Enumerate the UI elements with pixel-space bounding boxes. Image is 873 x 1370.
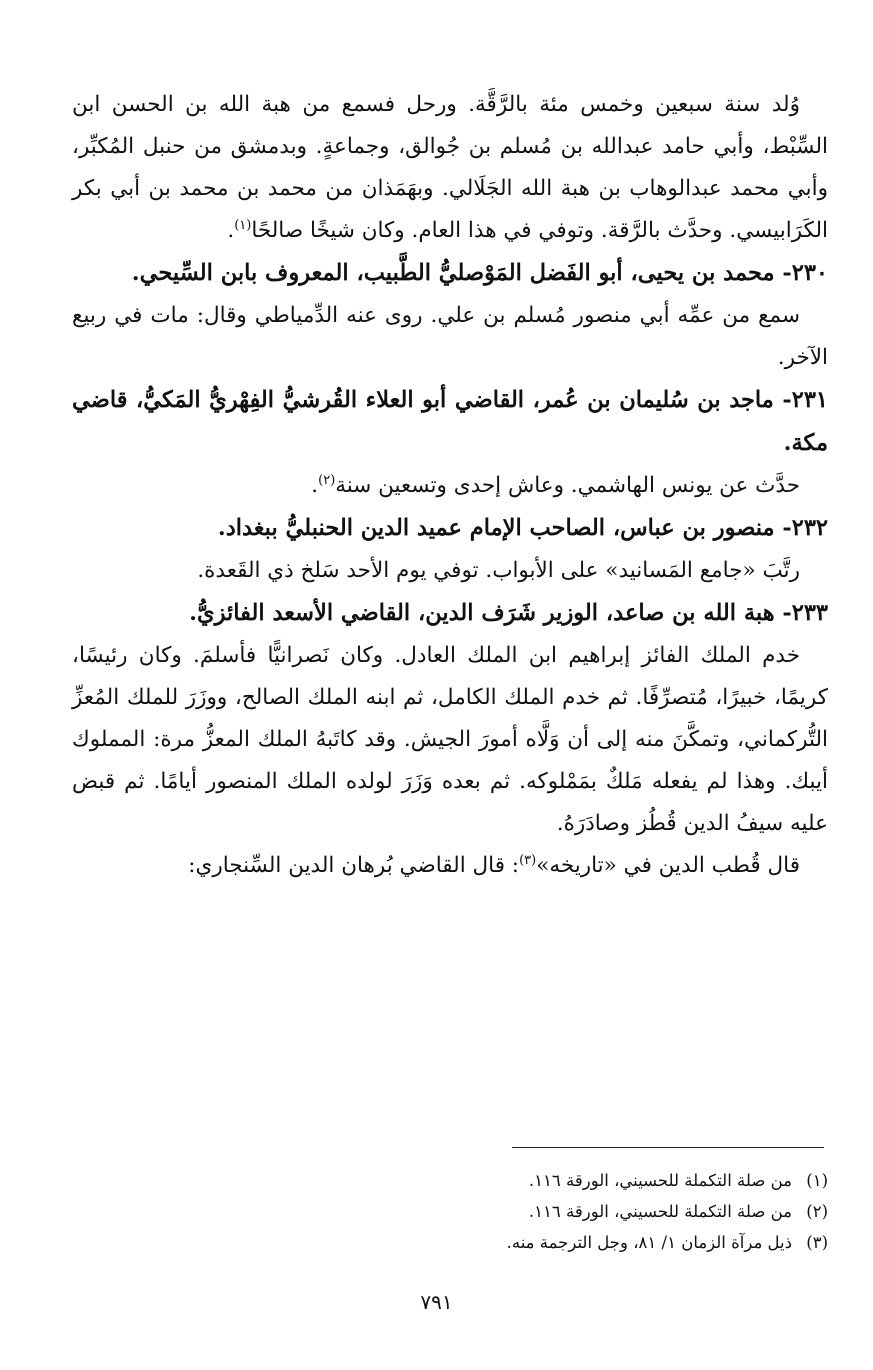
footnote-number: (١) <box>806 1171 828 1190</box>
entry-232-text: رتَّبَ «جامع المَسانيد» على الأبواب. توفي يوم الأحد سَلخ ذي القَعدة. <box>197 558 800 583</box>
closing-end: : قال القاضي بُرهان الدين السِّنجاري: <box>188 853 520 878</box>
footnote-text: ذيل مرآة الزمان ١/ ٨١، وجل الترجمة منه. <box>506 1233 792 1252</box>
entry-233-title: ٢٣٣- هبة الله بن صاعد، الوزير شَرَف الدين، القاضي الأسعد الفائزيُّ. <box>189 600 828 626</box>
paragraph-entry-229-continuation <box>72 84 828 252</box>
footnote-divider <box>512 1147 824 1148</box>
entry-231-text <box>72 465 828 507</box>
closing-text: قال قُطب الدين في «تاريخه» <box>536 853 800 878</box>
page-number: ٧٩١ <box>420 1290 453 1314</box>
page-body <box>72 84 828 887</box>
footnote-ref-2[interactable]: (٢) <box>318 472 336 488</box>
footnote-ref-3[interactable]: (٣) <box>519 852 537 868</box>
footnote-number: (٣) <box>806 1233 828 1252</box>
entry-231-body: حدَّث عن يونس الهاشمي. وعاش إحدى وتسعين سنة <box>335 473 800 498</box>
entry-231-title: ٢٣١- ماجد بن سُليمان بن عُمر، القاضي أبو العلاء القُرشيُّ الفِهْريُّ المَكيُّ، قاضي مكة. <box>72 387 828 456</box>
footnote-3 <box>72 1227 828 1258</box>
entry-231-end: . <box>311 473 319 498</box>
entry-230-text: سمع من عمِّه أبي منصور مُسلم بن علي. روى عنه الدِّمياطي وقال: مات في ربيع الآخر. <box>72 303 828 370</box>
entry-230-title: ٢٣٠- محمد بن يحيى، أبو الفَضل المَوْصليُّ الطَّبيب، المعروف بابن السِّيحي. <box>131 260 828 286</box>
paragraph-text: وُلد سنة سبعين وخمس مئة بالرَّقَّة. ورحل فسمع من هبة الله بن الحسن ابن السِّبْط، وأبي حامد عبدالله بن مُسلم بن جُوالق، وجماعةٍ. وبدمشق من حنبل المُكبِّر، وأبي محمد عبدالوهاب بن هبة الله الجَلَالي. وبهَمَذان من محمد بن محمد بن أبي بكر الكَرَابيسي. وحدَّث بالرَّقة. وتوفي في هذا العام. وكان شيخًا صالحًا <box>72 92 828 243</box>
footnote-1 <box>72 1165 828 1196</box>
footnote-number: (٢) <box>806 1202 828 1221</box>
footnote-text: من صلة التكملة للحسيني، الورقة ١١٦. <box>528 1171 792 1190</box>
footnote-ref-1[interactable]: (١) <box>234 217 252 233</box>
closing-paragraph <box>72 845 828 887</box>
paragraph-end: . <box>227 218 235 243</box>
footnote-2 <box>72 1196 828 1227</box>
entry-232-title: ٢٣٢- منصور بن عباس، الصاحب الإمام عميد الدين الحنبليُّ ببغداد. <box>217 515 828 541</box>
entry-233-text: خدم الملك الفائز إبراهيم ابن الملك العادل. وكان نَصرانيًّا فأسلمَ. وكان رئيسًا، كريمًا، خبيرًا، مُتصرِّفًا. ثم خدم الملك الكامل، ثم ابنه الملك الصالح، ووزَرَ للملك المُعزِّ التُّركماني، وتمكَّنَ منه إلى أن وَلَّاه أمورَ الجيش. وقد كاتَبهُ الملك المعزُّ مرة: المملوك أيبك. وهذا لم يفعله مَلكٌ بمَمْلوكه. ثم بعده وَزَرَ لولده الملك المنصور أيامًا. ثم قبض عليه سيفُ الدين قُطُز وصادَرَهُ. <box>72 643 828 836</box>
footnotes <box>72 1165 828 1258</box>
footnote-text: من صلة التكملة للحسيني، الورقة ١١٦. <box>528 1202 792 1221</box>
